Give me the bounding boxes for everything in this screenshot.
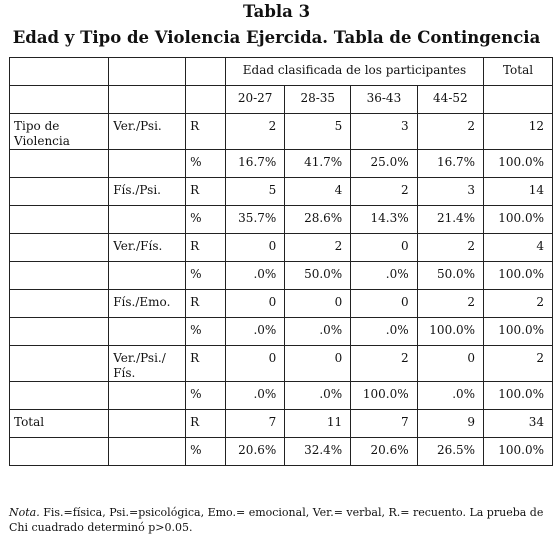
count-cell: 0 (417, 346, 483, 382)
percent-cell: 26.5% (417, 438, 483, 466)
percent-cell: .0% (225, 382, 284, 410)
contingency-table (9, 57, 553, 466)
header-empty-cell (484, 86, 553, 114)
table-row (10, 234, 553, 262)
count-cell: 5 (225, 178, 284, 206)
header-empty-cell (109, 86, 186, 114)
count-cell: 0 (225, 234, 284, 262)
row-header-cell: Tipo de Violencia (10, 114, 109, 150)
percent-cell: 20.6% (351, 438, 417, 466)
percent-cell: 50.0% (285, 262, 351, 290)
count-cell: 0 (285, 346, 351, 382)
header-row-group (10, 58, 553, 86)
header-row-ages (10, 86, 553, 114)
stat-label-cell: R (186, 234, 226, 262)
count-cell: 2 (285, 234, 351, 262)
count-cell: 4 (484, 234, 553, 262)
total-row (10, 410, 553, 438)
age-group-header: Edad clasificada de los participantes (225, 58, 483, 86)
table-title: Edad y Tipo de Violencia Ejercida. Tabla de Contingencia (12, 28, 541, 47)
table-row (10, 346, 553, 382)
count-cell: 12 (484, 114, 553, 150)
category-cell: Ver./Fís. (109, 234, 186, 262)
percent-cell: 21.4% (417, 206, 483, 234)
count-cell: 2 (484, 290, 553, 318)
percent-cell: 16.7% (225, 150, 284, 178)
table-number: Tabla 3 (242, 2, 311, 21)
empty-cell (10, 206, 109, 234)
table-row (10, 262, 553, 290)
count-cell: 2 (351, 346, 417, 382)
count-cell: 0 (351, 290, 417, 318)
percent-cell: .0% (351, 318, 417, 346)
percent-cell: .0% (351, 262, 417, 290)
percent-cell: 100.0% (484, 318, 553, 346)
empty-cell (109, 318, 186, 346)
header-empty-cell (10, 86, 109, 114)
percent-cell: 100.0% (484, 206, 553, 234)
empty-cell (109, 262, 186, 290)
percent-cell: 50.0% (417, 262, 483, 290)
percent-cell: 100.0% (417, 318, 483, 346)
stat-label-cell: % (186, 262, 226, 290)
empty-cell (10, 346, 109, 382)
category-cell: Fís./Emo. (109, 290, 186, 318)
percent-cell: 25.0% (351, 150, 417, 178)
percent-cell: .0% (285, 382, 351, 410)
stat-label-cell: R (186, 290, 226, 318)
percent-cell: .0% (225, 318, 284, 346)
age-header: 36-43 (351, 86, 417, 114)
count-cell: 2 (484, 346, 553, 382)
age-header: 20-27 (225, 86, 284, 114)
header-empty-cell (186, 58, 226, 86)
table-row (10, 318, 553, 346)
empty-cell (10, 290, 109, 318)
count-cell: 11 (285, 410, 351, 438)
count-cell: 2 (351, 178, 417, 206)
stat-label-cell: R (186, 178, 226, 206)
percent-cell: 100.0% (484, 262, 553, 290)
count-cell: 2 (417, 234, 483, 262)
stat-label-cell: R (186, 410, 226, 438)
table-note (9, 505, 545, 535)
category-cell: Ver./Psi./ Fís. (109, 346, 186, 382)
empty-cell (10, 318, 109, 346)
stat-label-cell: % (186, 382, 226, 410)
count-cell: 7 (351, 410, 417, 438)
age-header: 28-35 (285, 86, 351, 114)
percent-cell: 100.0% (351, 382, 417, 410)
header-empty-cell (186, 86, 226, 114)
note-label: Nota. (9, 506, 40, 519)
count-cell: 34 (484, 410, 553, 438)
count-cell: 2 (225, 114, 284, 150)
count-cell: 5 (285, 114, 351, 150)
total-header: Total (484, 58, 553, 86)
stat-label-cell: % (186, 438, 226, 466)
category-cell: Ver./Psi. (109, 114, 186, 150)
empty-cell (10, 438, 109, 466)
table-row (10, 150, 553, 178)
percent-cell: .0% (225, 262, 284, 290)
count-cell: 0 (225, 346, 284, 382)
table-row (10, 382, 553, 410)
category-cell: Fís./Psi. (109, 178, 186, 206)
empty-cell (109, 382, 186, 410)
table-row (10, 178, 553, 206)
count-cell: 9 (417, 410, 483, 438)
count-cell: 2 (417, 114, 483, 150)
percent-cell: .0% (417, 382, 483, 410)
count-cell: 2 (417, 290, 483, 318)
percent-cell: 35.7% (225, 206, 284, 234)
percent-cell: .0% (285, 318, 351, 346)
count-cell: 0 (285, 290, 351, 318)
table-row (10, 290, 553, 318)
count-cell: 7 (225, 410, 284, 438)
total-row (10, 438, 553, 466)
percent-cell: 28.6% (285, 206, 351, 234)
header-empty-cell (10, 58, 109, 86)
total-label-cell: Total (10, 410, 109, 438)
empty-cell (109, 410, 186, 438)
percent-cell: 20.6% (225, 438, 284, 466)
empty-cell (10, 262, 109, 290)
percent-cell: 100.0% (484, 438, 553, 466)
table-row (10, 114, 553, 150)
note-text: Fis.=física, Psi.=psicológica, Emo.= emocional, Ver.= verbal, R.= recuento. La prueba de Chi cuadrado determinó p>0.05. (9, 506, 544, 534)
count-cell: 14 (484, 178, 553, 206)
empty-cell (109, 206, 186, 234)
age-header: 44-52 (417, 86, 483, 114)
empty-cell (10, 234, 109, 262)
stat-label-cell: % (186, 206, 226, 234)
percent-cell: 100.0% (484, 150, 553, 178)
empty-cell (109, 438, 186, 466)
empty-cell (10, 178, 109, 206)
stat-label-cell: R (186, 114, 226, 150)
count-cell: 0 (225, 290, 284, 318)
percent-cell: 100.0% (484, 382, 553, 410)
percent-cell: 41.7% (285, 150, 351, 178)
empty-cell (109, 150, 186, 178)
stat-label-cell: % (186, 318, 226, 346)
percent-cell: 32.4% (285, 438, 351, 466)
count-cell: 0 (351, 234, 417, 262)
empty-cell (10, 150, 109, 178)
count-cell: 3 (417, 178, 483, 206)
percent-cell: 14.3% (351, 206, 417, 234)
count-cell: 3 (351, 114, 417, 150)
table-row (10, 206, 553, 234)
count-cell: 4 (285, 178, 351, 206)
percent-cell: 16.7% (417, 150, 483, 178)
stat-label-cell: % (186, 150, 226, 178)
header-empty-cell (109, 58, 186, 86)
stat-label-cell: R (186, 346, 226, 382)
empty-cell (10, 382, 109, 410)
